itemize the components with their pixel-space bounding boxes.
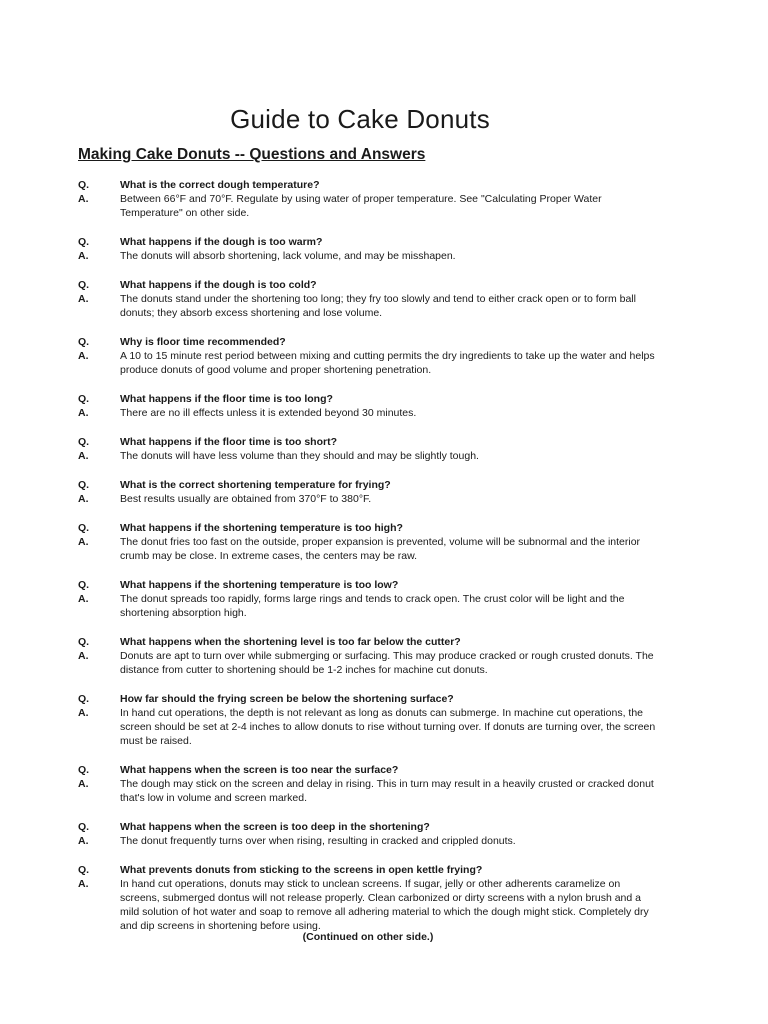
question-row: [78, 435, 658, 449]
answer-marker: A.: [78, 835, 89, 847]
question-text: What happens when the screen is too near the surface?: [120, 764, 399, 776]
question-text: What happens when the screen is too deep in the shortening?: [120, 821, 430, 833]
question-row: [78, 692, 658, 706]
section-heading: Making Cake Donuts -- Questions and Answers: [78, 146, 426, 163]
question-marker: Q.: [78, 636, 90, 648]
qa-item: [78, 863, 658, 933]
answer-marker: A.: [78, 250, 89, 262]
answer-text: The donut frequently turns over when rising, resulting in cracked and crippled donuts.: [120, 835, 516, 847]
answer-row: [78, 834, 658, 848]
answer-marker: A.: [78, 450, 89, 462]
question-text: What happens if the shortening temperature is too low?: [120, 579, 399, 591]
question-text: Why is floor time recommended?: [120, 336, 286, 348]
answer-text: The donuts stand under the shortening too long; they fry too slowly and tend to either crack open or to form ball donuts; they absorb excess shortening and lose volume.: [120, 293, 636, 319]
question-row: [78, 763, 658, 777]
question-marker: Q.: [78, 436, 90, 448]
answer-marker: A.: [78, 650, 89, 662]
answer-row: [78, 406, 658, 420]
question-text: What happens if the shortening temperature is too high?: [120, 522, 403, 534]
answer-marker: A.: [78, 778, 89, 790]
question-text: What prevents donuts from sticking to the screens in open kettle frying?: [120, 864, 483, 876]
answer-row: [78, 449, 658, 463]
question-row: [78, 863, 658, 877]
question-marker: Q.: [78, 522, 90, 534]
question-row: [78, 635, 658, 649]
answer-marker: A.: [78, 536, 89, 548]
answer-marker: A.: [78, 493, 89, 505]
question-text: What happens when the shortening level is too far below the cutter?: [120, 636, 461, 648]
answer-row: [78, 877, 658, 933]
answer-marker: A.: [78, 878, 89, 890]
answer-text: The donut fries too fast on the outside, proper expansion is prevented, volume will be subnormal and the interior crumb may be close. In extreme cases, the centers may be raw.: [120, 536, 641, 562]
question-row: [78, 235, 658, 249]
answer-text: A 10 to 15 minute rest period between mixing and cutting permits the dry ingredients to take up the water and helps produce donuts of good volume and proper shortening penetration.: [120, 350, 655, 376]
question-marker: Q.: [78, 579, 90, 591]
answer-marker: A.: [78, 407, 89, 419]
answer-row: [78, 349, 658, 377]
qa-item: [78, 578, 658, 620]
qa-item: [78, 435, 658, 463]
question-text: What is the correct shortening temperature for frying?: [120, 479, 391, 491]
question-marker: Q.: [78, 279, 90, 291]
qa-item: [78, 635, 658, 677]
question-text: What happens if the floor time is too long?: [120, 393, 333, 405]
question-row: [78, 521, 658, 535]
answer-row: [78, 649, 658, 677]
qa-item: [78, 692, 658, 748]
question-row: [78, 335, 658, 349]
answer-text: The dough may stick on the screen and delay in rising. This in turn may result in a heavily crusted or cracked donut that's low in volume and screen marked.: [120, 778, 654, 804]
qa-item: [78, 235, 658, 263]
qa-list: [78, 178, 658, 948]
question-row: [78, 278, 658, 292]
answer-row: [78, 592, 658, 620]
qa-item: [78, 521, 658, 563]
question-row: [78, 820, 658, 834]
answer-text: The donuts will absorb shortening, lack volume, and may be misshapen.: [120, 250, 456, 262]
question-row: [78, 578, 658, 592]
answer-text: The donut spreads too rapidly, forms large rings and tends to crack open. The crust color will be light and the shortening absorption high.: [120, 593, 625, 619]
question-text: What happens if the floor time is too short?: [120, 436, 337, 448]
question-marker: Q.: [78, 236, 90, 248]
question-marker: Q.: [78, 693, 90, 705]
answer-marker: A.: [78, 350, 89, 362]
continued-note: (Continued on other side.): [302, 931, 434, 943]
answer-text: In hand cut operations, the depth is not relevant as long as donuts can submerge. In machine cut operations, the screen should be set at 2-4 inches to allow donuts to rise without turning over. If donuts are turning over, the screen must be raised.: [120, 707, 656, 747]
qa-item: [78, 178, 658, 220]
answer-row: [78, 706, 658, 748]
question-marker: Q.: [78, 764, 90, 776]
question-marker: Q.: [78, 179, 90, 191]
answer-text: Best results usually are obtained from 370°F to 380°F.: [120, 493, 372, 505]
question-text: What is the correct dough temperature?: [120, 179, 320, 191]
question-text: How far should the frying screen be below the shortening surface?: [120, 693, 454, 705]
answer-marker: A.: [78, 707, 89, 719]
question-marker: Q.: [78, 864, 90, 876]
question-text: What happens if the dough is too cold?: [120, 279, 317, 291]
answer-row: [78, 292, 658, 320]
qa-item: [78, 335, 658, 377]
answer-text: Donuts are apt to turn over while submerging or surfacing. This may produce cracked or rough crusted donuts. The distance from cutter to shortening should be 1-2 inches for machine cut donuts.: [120, 650, 654, 676]
answer-row: [78, 777, 658, 805]
answer-marker: A.: [78, 293, 89, 305]
answer-row: [78, 492, 658, 506]
page-title: Guide to Cake Donuts: [230, 104, 490, 134]
qa-item: [78, 820, 658, 848]
answer-marker: A.: [78, 593, 89, 605]
answer-text: The donuts will have less volume than they should and may be slightly tough.: [120, 450, 479, 462]
answer-row: [78, 192, 658, 220]
qa-item: [78, 763, 658, 805]
answer-row: [78, 535, 658, 563]
question-row: [78, 478, 658, 492]
answer-marker: A.: [78, 193, 89, 205]
answer-text: Between 66°F and 70°F. Regulate by using water of proper temperature. See "Calculating Proper Water Temperature" on other side.: [120, 193, 602, 219]
question-row: [78, 392, 658, 406]
question-text: What happens if the dough is too warm?: [120, 236, 323, 248]
qa-item: [78, 392, 658, 420]
answer-text: In hand cut operations, donuts may stick to unclean screens. If sugar, jelly or other adherents caramelize on screens, submerged dontus will not release properly. Clean carbonized or dirty screens with a nylon brush and a mild solution of hot water and soap to remove all adhering material to which the dough might stick. Completely dry and dip screens in shortening before using.: [120, 878, 649, 932]
question-row: [78, 178, 658, 192]
question-marker: Q.: [78, 393, 90, 405]
qa-item: [78, 278, 658, 320]
question-marker: Q.: [78, 336, 90, 348]
answer-text: There are no ill effects unless it is extended beyond 30 minutes.: [120, 407, 417, 419]
qa-item: [78, 478, 658, 506]
question-marker: Q.: [78, 479, 90, 491]
answer-row: [78, 249, 658, 263]
question-marker: Q.: [78, 821, 90, 833]
